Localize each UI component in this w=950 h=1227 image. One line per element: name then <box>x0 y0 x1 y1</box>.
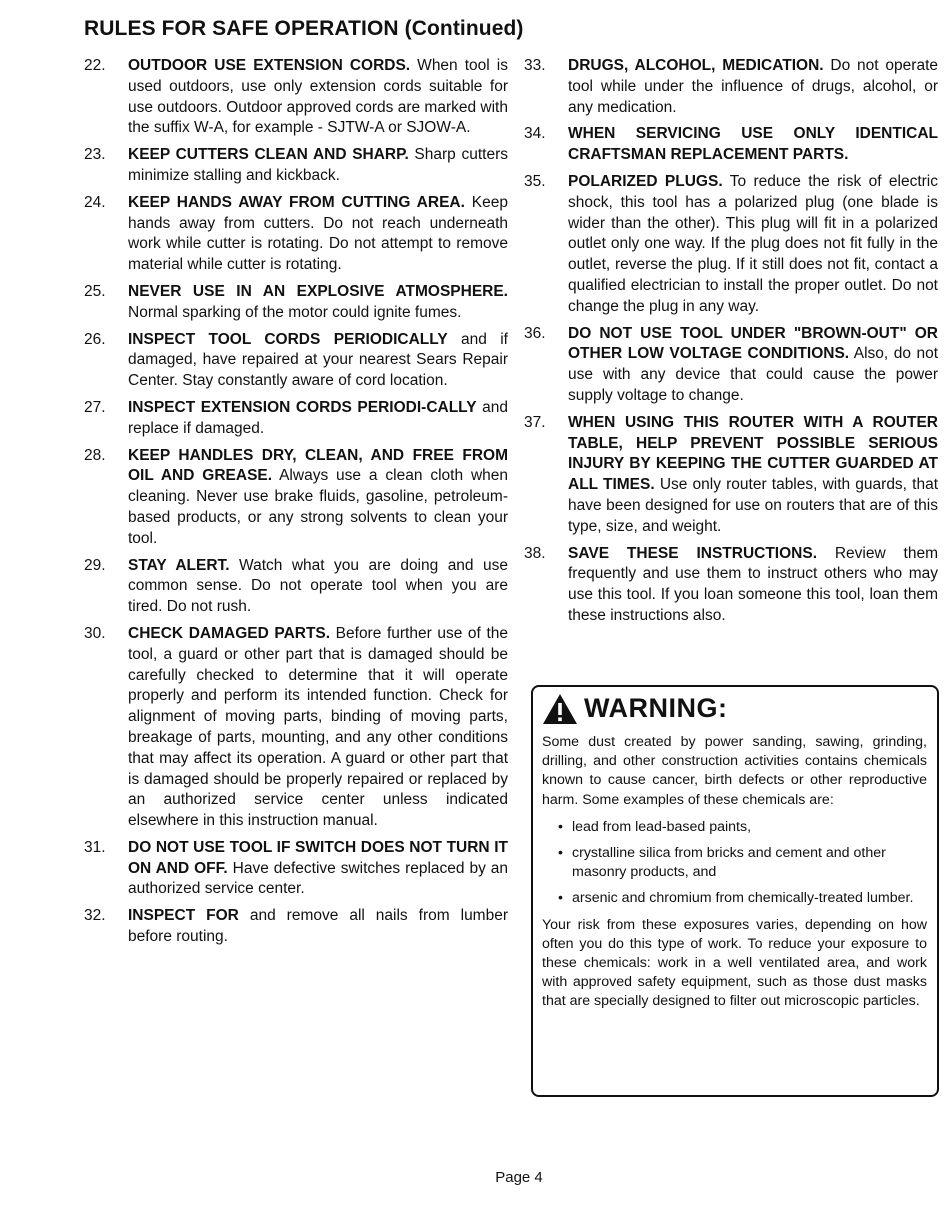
rule-text: Have defective switches replaced by an authorized service center. <box>128 859 508 898</box>
rule-item <box>84 624 508 832</box>
rule-number: 35. <box>524 172 546 190</box>
page-number: Page 4 <box>495 1169 543 1186</box>
rule-heading: INSPECT FOR <box>128 907 239 925</box>
rule-heading: SAVE THESE INSTRUCTIONS. <box>568 544 817 562</box>
rule-heading: KEEP CUTTERS CLEAN AND SHARP. <box>128 146 409 164</box>
rule-item <box>524 124 938 166</box>
rule-item <box>524 324 938 407</box>
rule-text: Sharp cutters minimize stalling and kickback. <box>128 146 508 184</box>
rule-text: Use only router tables, with guards, that have been designed for use on routers that are of this type, size, and weight. <box>568 476 938 535</box>
rules-right-column <box>524 56 938 633</box>
rule-heading: STAY ALERT. <box>128 556 230 574</box>
rule-number: 28. <box>84 446 106 464</box>
warning-intro: Some dust created by power sanding, sawing, grinding, drilling, and other construction activities contains chemicals known to cause cancer, birth defects or other reproductive harm. Some examples of these chemicals are: <box>542 734 927 808</box>
rule-text: Always use a clean cloth when cleaning. Never use brake fluids, gasoline, petroleum-based products, or any strong solvents to clean your tool. <box>128 467 509 547</box>
rules-left-column <box>84 56 508 954</box>
rule-text: Review them frequently and use them to instruct others who may use this tool. If you loan someone this tool, loan them these instructions also. <box>568 544 938 624</box>
rule-number: 31. <box>84 838 106 856</box>
rule-item <box>84 282 508 324</box>
rule-text: and remove all nails from lumber before routing. <box>128 907 508 946</box>
rule-heading: POLARIZED PLUGS. <box>568 172 723 190</box>
rule-number: 24. <box>84 193 106 211</box>
rule-number: 29. <box>84 556 106 574</box>
rule-heading: OUTDOOR USE EXTENSION CORDS. <box>128 57 411 74</box>
rule-heading: DO NOT USE TOOL IF SWITCH DOES NOT TURN IT ON AND OFF. <box>128 838 508 877</box>
rule-text: Watch what you are doing and use common sense. Do not operate tool when you are tired. Do not rush. <box>128 556 508 616</box>
rule-text: Also, do not use with any device that could cause the power supply voltage to change. <box>568 345 938 404</box>
rule-item <box>84 906 508 948</box>
rule-number: 22. <box>84 57 106 74</box>
rule-heading: KEEP HANDLES DRY, CLEAN, AND FREE FROM OIL AND GREASE. <box>128 446 508 485</box>
rule-heading: INSPECT EXTENSION CORDS PERIODI-CALLY <box>128 398 477 416</box>
rule-heading: DRUGS, ALCOHOL, MEDICATION. <box>568 57 824 74</box>
rule-text: Do not operate tool while under the influence of drugs, alcohol, or any medication. <box>568 57 938 116</box>
warning-header <box>542 693 927 725</box>
warning-chemical-list <box>558 818 927 909</box>
rule-number: 27. <box>84 398 106 416</box>
rule-item <box>84 193 508 276</box>
rule-item <box>84 56 508 139</box>
rule-text: Normal sparking of the motor could ignite fumes. <box>128 303 462 321</box>
rule-number: 23. <box>84 146 106 164</box>
rule-heading: NEVER USE IN AN EXPLOSIVE ATMOSPHERE. <box>128 282 508 300</box>
rule-number: 34. <box>524 125 546 143</box>
warning-title: WARNING: <box>584 693 728 724</box>
rule-item <box>84 330 508 392</box>
rule-heading: DO NOT USE TOOL UNDER "BROWN-OUT" OR OTHER LOW VOLTAGE CONDITIONS. <box>568 324 938 363</box>
rule-heading: CHECK DAMAGED PARTS. <box>128 624 331 642</box>
rule-heading: INSPECT TOOL CORDS PERIODICALLY <box>128 330 448 348</box>
rule-number: 30. <box>84 624 106 642</box>
rule-text: To reduce the risk of electric shock, this tool has a polarized plug (one blade is wider than the other). This plug will fit in a polarized outlet only one way. If the plug does not fit fully in the outlet, reverse the plug. If it still does not fit, contact a qualified electrician to install the proper outlet. Do not change the plug in any way. <box>568 172 938 315</box>
warning-closing: Your risk from these exposures varies, depending on how often you do this type of work. To reduce your exposure to these chemicals: work in a well ventilated area, and work with approved safety equipment, such as those dust masks that are specially designed to filter out microscopic particles. <box>542 916 927 1010</box>
rule-number: 38. <box>524 544 546 562</box>
rule-item <box>84 398 508 440</box>
rule-text: and if damaged, have repaired at your nearest Sears Repair Center. Stay constantly aware of cord location. <box>128 330 508 390</box>
warning-triangle-icon <box>542 693 578 725</box>
rule-number: 26. <box>84 330 106 348</box>
rule-number: 33. <box>524 57 546 74</box>
page-title: RULES FOR SAFE OPERATION (Continued) <box>84 17 524 40</box>
list-item: • lead from lead-based paints, <box>558 818 927 837</box>
rule-item <box>84 446 508 550</box>
rule-number: 32. <box>84 907 106 925</box>
rule-number: 25. <box>84 282 106 300</box>
rule-text: Keep hands away from cutters. Do not reach underneath work while cutter is rotating. Do not attempt to remove material while cutter is rotating. <box>128 193 508 274</box>
rule-heading: WHEN SERVICING USE ONLY IDENTICAL CRAFTSMAN REPLACEMENT PARTS. <box>568 125 938 164</box>
warning-box <box>531 685 939 1097</box>
rule-number: 37. <box>524 413 546 431</box>
rule-number: 36. <box>524 324 546 342</box>
list-item: • arsenic and chromium from chemically-treated lumber. <box>558 889 927 908</box>
rule-item <box>524 544 938 627</box>
rule-item <box>524 56 938 118</box>
rule-text: When tool is used outdoors, use only extension cords suitable for use outdoors. Outdoor approved cords are marked with the suffix W-A, for example - SJTW-A or SJOW-A. <box>128 57 508 137</box>
rule-text: and replace if damaged. <box>128 398 508 437</box>
rule-heading: KEEP HANDS AWAY FROM CUTTING AREA. <box>128 193 465 211</box>
rule-item <box>524 413 938 538</box>
list-item: • crystalline silica from bricks and cement and other masonry products, and <box>558 844 927 882</box>
rule-item <box>524 172 938 318</box>
rule-item <box>84 556 508 618</box>
rule-item <box>84 145 508 187</box>
rule-text: Before further use of the tool, a guard or other part that is damaged should be carefully checked to determine that it will operate properly and perform its intended function. Check for alignment of moving parts, binding of moving parts, breakage of parts, mounting, and any other conditions that may affect its operation. A guard or other part that is damaged should be properly repaired or replaced by an authorized service center unless indicated elsewhere in this instruction manual. <box>128 624 508 830</box>
rule-heading: WHEN USING THIS ROUTER WITH A ROUTER TABLE, HELP PREVENT POSSIBLE SERIOUS INJURY BY KEEPING THE CUTTER GUARDED AT ALL TIMES. <box>568 413 938 494</box>
rule-item <box>84 838 508 900</box>
